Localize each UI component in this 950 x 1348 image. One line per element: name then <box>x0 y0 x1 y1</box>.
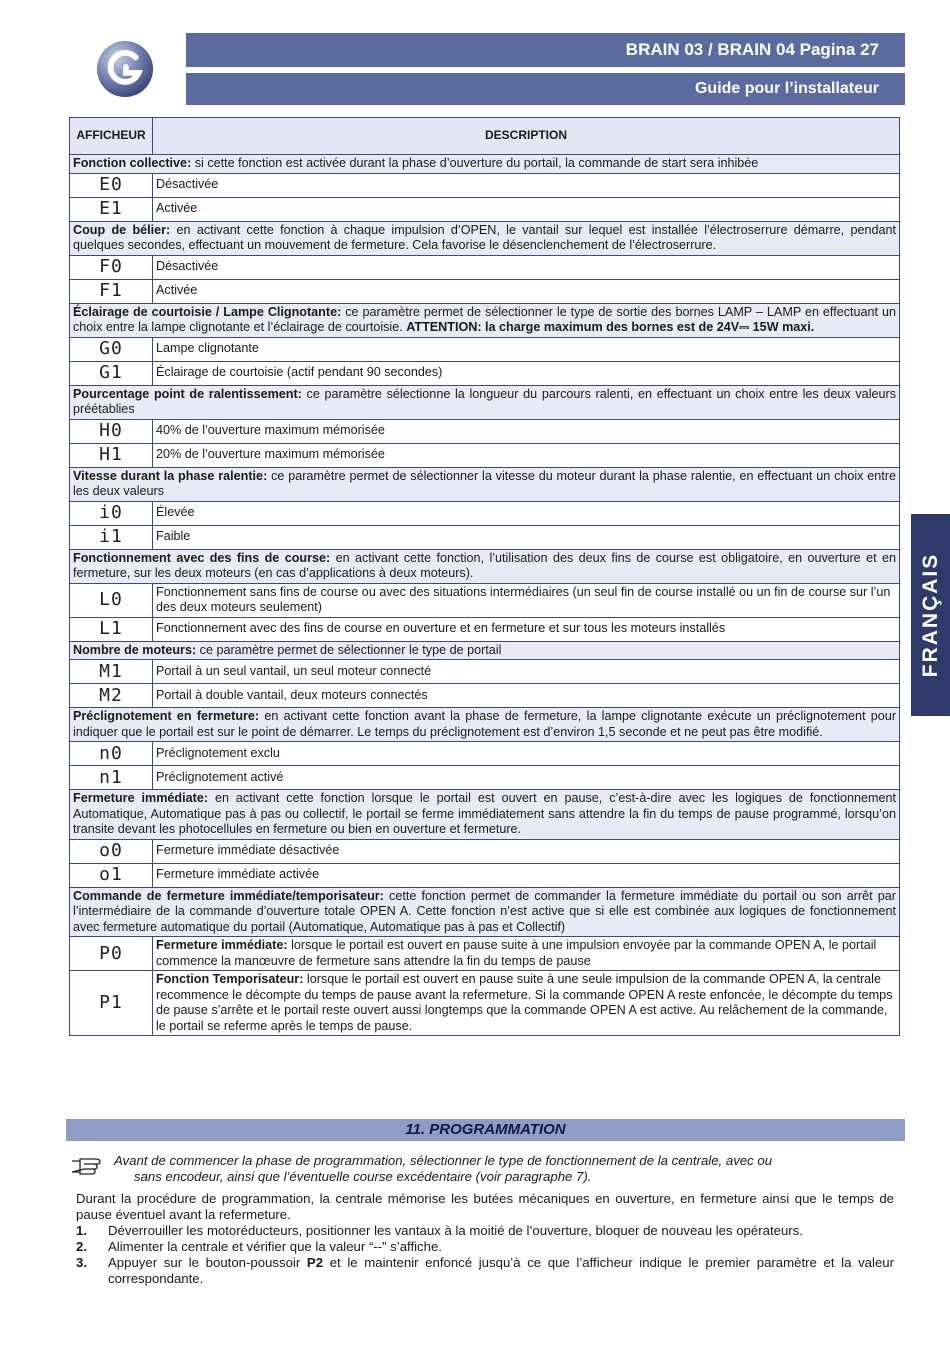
option-description: Portail à double vantail, deux moteurs connectés <box>153 684 900 708</box>
table-row <box>70 525 900 549</box>
table-row <box>70 583 900 617</box>
table-section-row <box>70 549 900 583</box>
table-section-row <box>70 155 900 174</box>
display-code: L0 <box>70 583 153 617</box>
display-code: H0 <box>70 419 153 443</box>
section-title: 11. PROGRAMMATION <box>66 1119 905 1141</box>
option-description: Préclignotement activé <box>153 766 900 790</box>
section-description: Fonctionnement avec des fins de course: en activant cette fonction, l’utilisation des deux fins de course est obligatoire, en ouverture et en fermeture, sur les deux moteurs (en cas d’applications à deux moteurs). <box>70 549 900 583</box>
table-section-row <box>70 385 900 419</box>
display-code: i0 <box>70 501 153 525</box>
table-section-row <box>70 467 900 501</box>
table-row <box>70 197 900 221</box>
intro-paragraph: Durant la procédure de programmation, la centrale mémorise les butées mécaniques en ouverture, en fermeture ainsi que le temps de pause éventuel avant la refermeture. <box>76 1191 894 1222</box>
display-code: E1 <box>70 197 153 221</box>
table-row <box>70 863 900 887</box>
table-section-row <box>70 790 900 840</box>
table-row <box>70 443 900 467</box>
table-row <box>70 501 900 525</box>
option-description: Fonctionnement avec des fins de course en ouverture et en fermeture et sur tous les moteurs installés <box>153 617 900 641</box>
option-description: 20% de l’ouverture maximum mémorisée <box>153 443 900 467</box>
language-tab: FRANÇAIS <box>911 514 950 716</box>
table-row <box>70 937 900 971</box>
table-section-row <box>70 221 900 255</box>
note-block <box>70 1153 900 1185</box>
display-code: E0 <box>70 173 153 197</box>
display-code: M1 <box>70 660 153 684</box>
option-description: Portail à un seul vantail, un seul moteur connecté <box>153 660 900 684</box>
section-description: Commande de fermeture immédiate/temporisateur: cette fonction permet de commander la fermeture immédiate du portail ou son arrêt par l’intermédiaire de la commande d’ouverture totale OPEN A. Cette fonction n’est active que si elle est combinée aux logiques de fonctionnement avec fermeture automatique du portail (Automatique, Automatique pas à pas et Collectif) <box>70 887 900 937</box>
option-description: Désactivée <box>153 173 900 197</box>
option-description: Fermeture immédiate désactivée <box>153 839 900 863</box>
list-item: 1. Déverrouiller les motoréducteurs, positionner les vantaux à la moitié de l’ouverture, bloquer de nouveau les opérateurs. <box>76 1223 803 1238</box>
section-description: Éclairage de courtoisie / Lampe Clignotante: ce paramètre permet de sélectionner le type de sortie des bornes LAMP – LAMP en effectuant un choix entre la lampe clignotante et l’éclairage de courtoisie. ATTENTION: la charge maximum des bornes est de 24V⎓ 15W maxi. <box>70 303 900 337</box>
header-title: BRAIN 03 / BRAIN 04 Pagina 27 <box>186 33 905 67</box>
table-row <box>70 361 900 385</box>
table-row <box>70 971 900 1036</box>
table-row <box>70 419 900 443</box>
parameter-table <box>69 117 900 1036</box>
section-description: Préclignotement en fermeture: en activant cette fonction avant la phase de fermeture, la lampe clignotante exécute un préclignotement pour indiquer que le portail est sur le point de démarrer. Le temps du préclignotement est d’environ 1,5 seconde et ne peut pas être modifié. <box>70 708 900 742</box>
section-description: Fonction collective: si cette fonction est activée durant la phase d’ouverture du portail, la commande de start sera inhibée <box>70 155 900 174</box>
section-description: Pourcentage point de ralentissement: ce paramètre sélectionne la longueur du parcours ralenti, en effectuant un choix entre les deux valeurs préétablies <box>70 385 900 419</box>
list-item: 2. Alimenter la centrale et vérifier que la valeur “--” s’affiche. <box>76 1239 442 1254</box>
table-row <box>70 617 900 641</box>
option-description: Préclignotement exclu <box>153 742 900 766</box>
steps-list <box>76 1223 894 1287</box>
display-code: P1 <box>70 971 153 1036</box>
option-description: Faible <box>153 525 900 549</box>
table-row <box>70 279 900 303</box>
option-description: Éclairage de courtoisie (actif pendant 90 secondes) <box>153 361 900 385</box>
table-row <box>70 839 900 863</box>
table-row <box>70 337 900 361</box>
display-code: G0 <box>70 337 153 361</box>
option-description: Fonction Temporisateur: lorsque le portail est ouvert en pause suite à une seule impulsion de la commande OPEN A, la centrale recommence le décompte du temps de pause avant la refermeture. Si la commande OPEN A reste enfoncée, le décompte du temps de pause s’arrête et le portail reste ouvert aussi longtemps que la commande OPEN A est active. Au relâchement de la commande, le portail se referme après le temps de pause. <box>153 971 900 1036</box>
option-description: 40% de l’ouverture maximum mémorisée <box>153 419 900 443</box>
option-description: Fermeture immédiate: lorsque le portail est ouvert en pause suite à une impulsion envoyée par la commande OPEN A, le portail commence la manœuvre de fermeture sans attendre la fin du temps de pause <box>153 937 900 971</box>
option-description: Activée <box>153 279 900 303</box>
table-section-row <box>70 641 900 660</box>
table-row <box>70 742 900 766</box>
note-line-2: sans encodeur, ainsi que l’éventuelle course excédentaire (voir paragraphe 7). <box>134 1169 592 1184</box>
display-code: H1 <box>70 443 153 467</box>
table-row <box>70 173 900 197</box>
header-subtitle: Guide pour l’installateur <box>186 73 905 105</box>
note-line-1: Avant de commencer la phase de programmation, sélectionner le type de fonctionnement de la centrale, avec ou <box>114 1153 773 1168</box>
table-row <box>70 660 900 684</box>
table-row <box>70 766 900 790</box>
brand-logo-icon <box>96 40 154 98</box>
option-description: Désactivée <box>153 255 900 279</box>
option-description: Lampe clignotante <box>153 337 900 361</box>
display-code: G1 <box>70 361 153 385</box>
option-description: Fonctionnement sans fins de course ou avec des situations intermédiaires (un seul fin de course installé ou un fin de course sur l’un des deux moteurs seulement) <box>153 583 900 617</box>
option-description: Activée <box>153 197 900 221</box>
table-section-row <box>70 708 900 742</box>
section-description: Vitesse durant la phase ralentie: ce paramètre permet de sélectionner la vitesse du moteur durant la phase ralentie, en effectuant un choix entre les deux valeurs <box>70 467 900 501</box>
table-row <box>70 255 900 279</box>
option-description: Élevée <box>153 501 900 525</box>
display-code: n1 <box>70 766 153 790</box>
display-code: M2 <box>70 684 153 708</box>
table-section-row <box>70 303 900 337</box>
display-code: o0 <box>70 839 153 863</box>
display-code: F0 <box>70 255 153 279</box>
table-section-row <box>70 887 900 937</box>
option-description: Fermeture immédiate activée <box>153 863 900 887</box>
list-item: 3. Appuyer sur le bouton-poussoir P2 et le maintenir enfoncé jusqu’à ce que l’afficheur indique le premier paramètre et la valeur correspondante. <box>76 1255 895 1286</box>
display-code: F1 <box>70 279 153 303</box>
section-description: Nombre de moteurs: ce paramètre permet de sélectionner le type de portail <box>70 641 900 660</box>
section-description: Coup de bélier: en activant cette fonction à chaque impulsion d’OPEN, le vantail sur lequel est installée l’électroserrure démarre, pendant quelques secondes, effectuant un mouvement de fermeture. Cela favorise le désenclenchement de l’électroserrure. <box>70 221 900 255</box>
display-code: L1 <box>70 617 153 641</box>
display-code: o1 <box>70 863 153 887</box>
display-code: i1 <box>70 525 153 549</box>
column-header-display: AFFICHEUR <box>70 118 153 155</box>
table-row <box>70 684 900 708</box>
pointing-hand-icon <box>70 1155 106 1175</box>
display-code: n0 <box>70 742 153 766</box>
display-code: P0 <box>70 937 153 971</box>
section-description: Fermeture immédiate: en activant cette fonction lorsque le portail est ouvert en pause, c’est-à-dire avec les logiques de fonctionnement Automatique, Automatique pas à pas ou collectif, le portail se ferme immédiatement sans attendre la fin du temps de pause programmé, lorsqu’on transite devant les photocellules en fermeture ou bien en ouverture et fermeture. <box>70 790 900 840</box>
column-header-description: DESCRIPTION <box>153 118 900 155</box>
